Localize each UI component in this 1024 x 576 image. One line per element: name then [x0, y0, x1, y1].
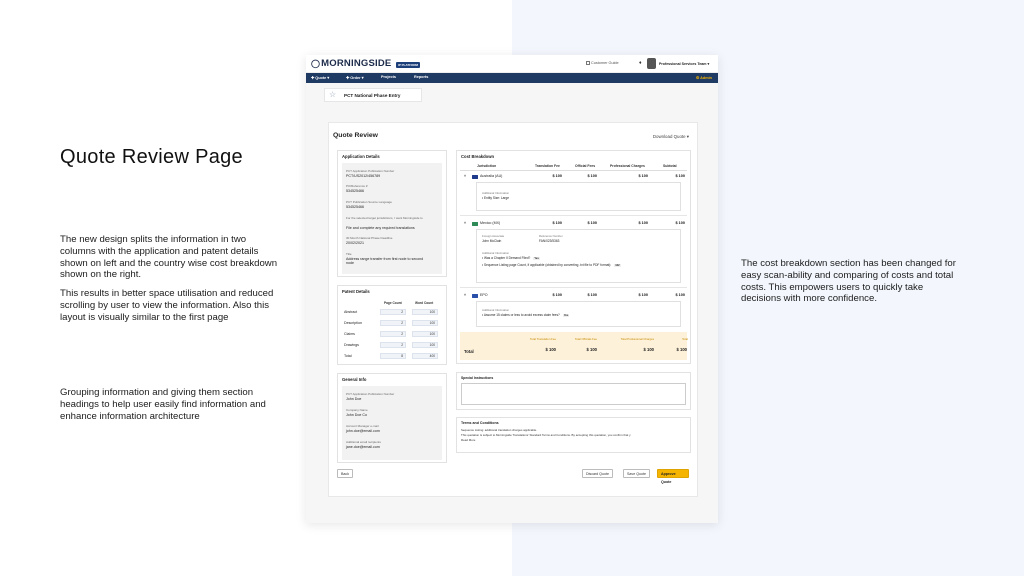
- jurisdiction-name: Australia (AU): [480, 174, 503, 178]
- info-value: [482, 263, 621, 267]
- breadcrumb: [306, 83, 718, 105]
- star-icon: ☆: [329, 90, 337, 99]
- general-info-section: [337, 373, 447, 463]
- field-value: John Doe Co: [346, 413, 367, 417]
- logo-tag: IP PLATFORM: [398, 63, 419, 67]
- patent-row-name: Description: [344, 321, 362, 325]
- save-quote-button[interactable]: Save Quote: [623, 469, 650, 478]
- field-label: Account Manager e-mail: [346, 424, 379, 428]
- breadcrumb-card: [324, 88, 422, 102]
- field-label: PCT Application Publication Number: [346, 392, 395, 396]
- field-value: 20/02/2021: [346, 241, 364, 245]
- total-translation: $ 100: [545, 347, 556, 352]
- nav-quote[interactable]: ✚ Quote ▾: [311, 76, 330, 80]
- application-details-section: [337, 150, 447, 277]
- count-badge: 122: [615, 264, 620, 267]
- customer-guide-label: Customer Guide: [591, 61, 619, 65]
- back-button[interactable]: Back: [337, 469, 353, 478]
- total-official: $ 100: [586, 347, 597, 352]
- total-professional-label: Total Professional Charges: [620, 337, 654, 341]
- terms-title: Terms and Conditions: [461, 421, 499, 425]
- official-fees: $ 100: [587, 293, 597, 297]
- chevron-up-icon[interactable]: ˄: [464, 221, 467, 225]
- info-value: FAN/023/5363: [539, 239, 560, 243]
- additional-info-box: [476, 301, 681, 327]
- patent-details-section: [337, 285, 447, 365]
- footer-actions: [337, 469, 689, 484]
- general-info-title: General Info: [342, 377, 367, 382]
- page-count-total: 8: [380, 353, 406, 359]
- word-count-total: 400: [412, 353, 438, 359]
- field-value: Address range transfer from first node to second node: [346, 257, 424, 265]
- field-value: 534525466: [346, 205, 364, 209]
- info-value: John McClain: [482, 239, 502, 243]
- info-value: • Entity Size: Large: [482, 196, 509, 200]
- morningside-logo[interactable]: [311, 58, 391, 69]
- patent-details-title: Patent Details: [342, 289, 370, 294]
- field-label: PCT Application Publication Number: [346, 169, 395, 173]
- jurisdiction-name: EPO: [480, 293, 488, 297]
- note-two-columns: The new design splits the information in two columns with the application and patent details shown on left and the country wise cost breakdown shown on the right.: [60, 234, 278, 281]
- page-count-header: Page Count: [384, 301, 402, 305]
- field-value: John Doe: [346, 397, 362, 401]
- terms-section: [456, 417, 691, 453]
- nav-order[interactable]: ✚ Order ▾: [346, 76, 364, 80]
- note-space-utilisation: This results in better space utilisation and reduced scrolling by user to view the information. Also this layout is visually similar to the first page: [60, 288, 274, 323]
- customer-guide-link[interactable]: [586, 61, 619, 65]
- word-count-field[interactable]: 100: [412, 320, 438, 326]
- total-professional: $ 100: [643, 347, 654, 352]
- page-count-field[interactable]: 2: [380, 342, 406, 348]
- field-label: Title: [346, 252, 352, 256]
- chevron-up-icon[interactable]: ˄: [464, 293, 467, 297]
- subtotal: $ 100: [675, 221, 685, 225]
- flag-icon: [472, 294, 478, 298]
- patent-row-name: Abstract: [344, 310, 358, 314]
- header-divider: [460, 170, 687, 171]
- terms-line: This quotation is subject to Morningside Translations' Standard Terms and Conditions. By accepting this quotation, you confirm that y: [461, 433, 631, 437]
- page-count-field[interactable]: 2: [380, 331, 406, 337]
- download-quote-button[interactable]: Download Quote ▾: [652, 134, 689, 139]
- translation-fee: $ 100: [552, 293, 562, 297]
- nav-admin[interactable]: ⚙ Admin: [695, 76, 712, 80]
- page-count-field[interactable]: 2: [380, 320, 406, 326]
- jurisdiction-header: Jurisdiction: [477, 164, 497, 168]
- page-title: Quote Review: [333, 132, 378, 139]
- official-fees: $ 100: [587, 221, 597, 225]
- cost-row-epo: [460, 291, 687, 329]
- slide-title: Quote Review Page: [60, 146, 243, 168]
- logo-text: MORNINGSIDE: [321, 58, 392, 69]
- info-text: • Assume 15 claims or less to avoid excess claim fees?: [482, 313, 560, 317]
- note-cost-breakdown: The cost breakdown section has been changed for easy scan-ability and comparing of costs and total costs. This empowers users to quickly take decisions with more confidence.: [741, 258, 956, 305]
- bell-icon[interactable]: ♦: [639, 60, 642, 66]
- info-text: • Sequence Listing page Count, if applicable (obtained by converting .txt file to PDF format):: [482, 263, 612, 267]
- main-nav: [306, 73, 718, 83]
- info-value: [482, 313, 569, 317]
- field-label: PCT Publication Source Language: [346, 200, 392, 204]
- app-header: [306, 55, 718, 73]
- info-label: Additional Information: [482, 191, 510, 195]
- field-label: PO/Reference #: [346, 184, 368, 188]
- general-info-box: [342, 386, 442, 460]
- application-details-box: [342, 163, 442, 274]
- professional-charges-header: Professional Charges: [610, 164, 645, 168]
- field-label: 30 Month National Phase Deadline: [346, 236, 393, 240]
- info-label: Additional Information: [482, 251, 510, 255]
- discard-quote-button[interactable]: Discard Quote: [582, 469, 613, 478]
- patent-row-name: Drawings: [344, 343, 359, 347]
- official-fees: $ 100: [587, 174, 597, 178]
- avatar[interactable]: [647, 58, 656, 69]
- special-instructions-section: [456, 372, 691, 410]
- field-value: PCT/US2012/456789: [346, 174, 381, 178]
- additional-info-box: [476, 182, 681, 211]
- professional-charges: $ 100: [638, 174, 648, 178]
- grand-total: $ 100: [676, 347, 687, 352]
- patent-row-name: Claims: [344, 332, 355, 336]
- word-count-field[interactable]: 100: [412, 309, 438, 315]
- field-label: Company Name: [346, 408, 368, 412]
- book-icon: [586, 61, 590, 65]
- patent-row-name: Total: [344, 354, 352, 358]
- additional-info-box: [476, 229, 681, 283]
- official-fees-header: Official Fees: [575, 164, 596, 168]
- word-count-field[interactable]: 100: [412, 342, 438, 348]
- special-instructions-title: Special Instructions: [461, 376, 494, 380]
- quote-review-panel: [328, 122, 698, 497]
- read-more-link[interactable]: Read More: [461, 438, 476, 442]
- application-details-title: Application Details: [342, 154, 380, 159]
- chevron-up-icon[interactable]: ˄: [464, 174, 467, 178]
- total-translation-label: Total Translation Fee: [530, 337, 556, 341]
- translation-fee: $ 100: [552, 221, 562, 225]
- terms-line: Sequence Listing: additional translation charges applicable.: [461, 428, 538, 432]
- team-dropdown[interactable]: Professional Services Team ▾: [659, 62, 710, 66]
- cost-row-mexico: [460, 219, 687, 288]
- field-label: Additional email recipients: [346, 440, 381, 444]
- info-value: [482, 256, 540, 260]
- professional-charges: $ 100: [638, 293, 648, 297]
- total-official-label: Total Officials Fee: [574, 337, 597, 341]
- field-value: jane.doe@email.com: [346, 445, 380, 449]
- translation-fee: $ 100: [552, 174, 562, 178]
- word-count-header: Word Count: [415, 301, 434, 305]
- nav-reports[interactable]: Reports: [414, 75, 429, 79]
- location-pin-icon: ◯: [311, 59, 321, 68]
- note-grouping: Grouping information and giving them section headings to help user easily find information and enhance information architecture: [60, 387, 266, 422]
- approve-quote-button[interactable]: Approve Quote: [657, 469, 689, 478]
- subtotal: $ 100: [675, 293, 685, 297]
- totals-row: [460, 332, 687, 360]
- flag-icon: [472, 175, 478, 179]
- info-text: • Was a Chapter II Demand Filed?: [482, 256, 531, 260]
- translation-fee-header: Translation Fee: [535, 164, 560, 168]
- breadcrumb-title: PCT National Phase Entry: [344, 93, 401, 98]
- jurisdiction-name: Mexico (MX): [480, 221, 501, 225]
- word-count-field[interactable]: 100: [412, 331, 438, 337]
- special-instructions-input[interactable]: [461, 383, 686, 405]
- cost-breakdown-title: Cost Breakdown: [461, 154, 495, 159]
- nav-projects[interactable]: Projects: [381, 75, 396, 79]
- subtotal-header: Subtotal: [663, 164, 677, 168]
- total-label: Total: [464, 349, 474, 354]
- field-value: 534525466: [346, 189, 364, 193]
- page-count-field[interactable]: 2: [380, 309, 406, 315]
- yes-badge: Yes: [534, 257, 539, 260]
- field-label: For the selected target jurisdictions, I want Morningside to: [346, 216, 423, 220]
- yes-badge: Yes: [563, 314, 569, 317]
- info-label: Foreign Associate: [482, 234, 505, 238]
- flag-icon: [472, 222, 478, 226]
- grand-total-label: Total: [682, 337, 688, 341]
- field-value: john.doe@email.com: [346, 429, 380, 433]
- cost-row-australia: [460, 172, 687, 216]
- professional-charges: $ 100: [638, 221, 648, 225]
- cost-breakdown-section: [456, 150, 691, 364]
- info-label: Additional Information: [482, 308, 510, 312]
- field-value: File and complete any required translations: [346, 226, 415, 230]
- info-label: Reference Number: [539, 234, 563, 238]
- subtotal: $ 100: [675, 174, 685, 178]
- app-screenshot: [306, 55, 718, 523]
